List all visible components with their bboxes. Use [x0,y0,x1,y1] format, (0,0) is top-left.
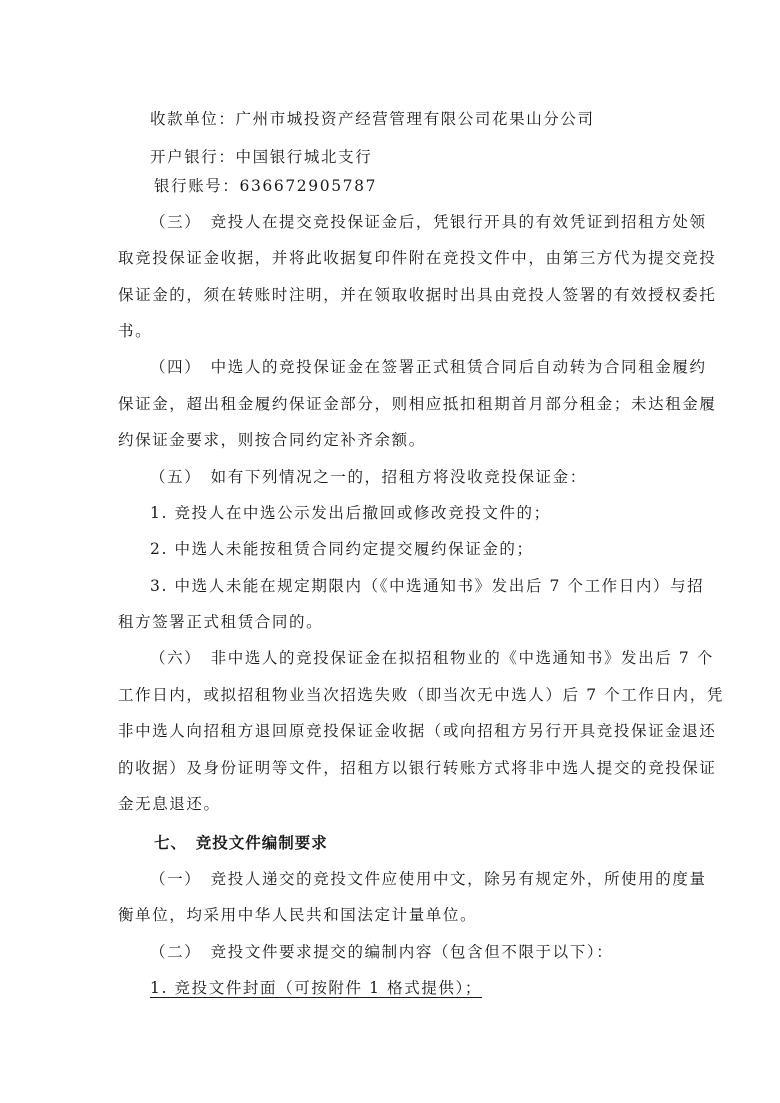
text-line: 工作日内，或拟招租物业当次招选失败（即当次无中选人）后 7 个工作日内，凭 [118,686,724,704]
text-line: 的收据）及身份证明等文件，招租方以银行转账方式将非中选人提交的竞投保证 [118,759,717,777]
text-line: （一） 竞投人递交的竞投文件应使用中文，除另有规定外，所使用的度量 [150,870,707,888]
text-line: 衡单位，均采用中华人民共和国法定计量单位。 [118,906,478,924]
list-item: 3. 中选人未能在规定期限内（《中选通知书》发出后 7 个工作日内）与招 [150,577,705,595]
text-line: （六） 非中选人的竞投保证金在拟招租物业的《中选通知书》发出后 7 个 [150,649,714,667]
text-line: 保证金，超出租金履约保证金部分，则相应抵扣租期首月部分租金；未达租金履 [118,395,717,413]
list-item: 2. 中选人未能按租赁合同约定提交履约保证金的； [150,540,534,558]
text-line: 租方签署正式租赁合同的。 [118,613,324,631]
text-line: 开户银行：中国银行城北支行 [150,148,373,166]
text-line: 金无息退还。 [118,795,221,813]
text-line: 银行账号：636672905787 [154,177,378,195]
text-line: 收款单位：广州市城投资产经营管理有限公司花果山分公司 [150,110,595,128]
text-line: 约保证金要求，则按合同约定补齐余额。 [118,431,426,449]
text-line: 取竞投保证金收据，并将此收据复印件附在竞投文件中，由第三方代为提交竞投 [118,249,717,267]
text-line: 保证金的，须在转账时注明，并在领取收据时出具由竞投人签署的有效授权委托 [118,286,717,304]
list-item: 1. 竞投文件封面（可按附件 1 格式提供）； [150,979,482,997]
text-line: （三） 竞投人在提交竞投保证金后，凭银行开具的有效凭证到招租方处领 [150,213,707,231]
section-heading: 七、 竞投文件编制要求 [154,834,328,852]
list-item: 1. 竞投人在中选公示发出后撤回或修改竞投文件的； [150,504,551,522]
text-line: （五） 如有下列情况之一的，招租方将没收竞投保证金： [150,468,587,486]
text-line: （四） 中选人的竞投保证金在签署正式租赁合同后自动转为合同租金履约 [150,358,707,376]
text-line: 书。 [118,322,153,340]
text-line: 非中选人向招租方退回原竞投保证金收据（或向招租方另行开具竞投保证金退还 [118,722,717,740]
text-line: （二） 竞投文件要求提交的编制内容（包含但不限于以下）： [150,943,614,961]
